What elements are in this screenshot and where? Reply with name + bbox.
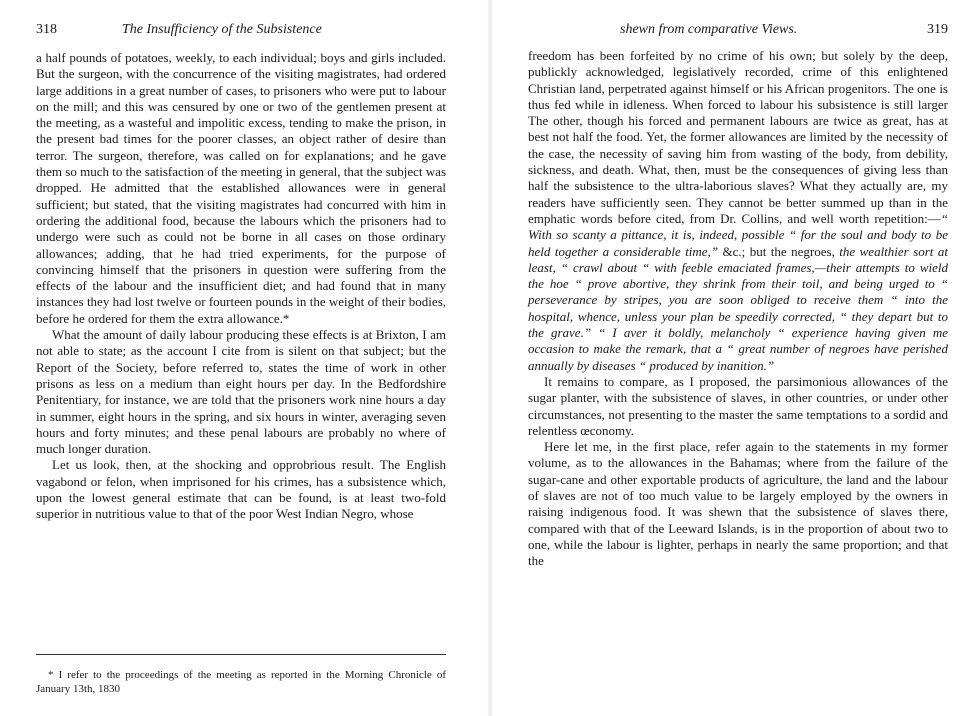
right-paragraph-3: Here let me, in the first place, refer again to the statements in my former volume, as to the allowances in the Bahamas; where from the failure of the sugar-cane and other exportable products of agriculture, the land and the labour of slaves are not of too much value to be largely employed by the owners in raising indigenous food. It was shewn that the subsistence of slaves there, compared with that of the Leeward Islands, is in the proportion of about two to one, while the labour is lighter, perhaps in nearly the same proportion; and that the <box>528 439 948 569</box>
right-paragraph-1 <box>528 48 948 374</box>
left-paragraph-2: What the amount of daily labour producing these effects is at Brixton, I am not able to state; as the account I cite from is silent on that subject; but the Report of the Society, before referred to, states the time of work in other prisons as less on a medium than eight hours per day. In the Bedfordshire Penitentiary, for instance, we are told that the prisoners work nine hours a day in summer, eight hours in the spring, and six hours in winter, averaging seven hours and forty minutes; and these penal labours are probably no where of much longer duration. <box>36 327 446 457</box>
left-running-head <box>36 20 446 40</box>
right-running-title: shewn from comparative Views. <box>620 22 798 37</box>
right-paragraph-1-text: freedom has been forfeited by no crime of his own; but solely by the deep, publickly acknowledged, legislatively recorded, crime of this enlightened Christian land, perpetrated against himself or his African progenitors. The one is thus fed while in idleness. When forced to labour his subsistence is still larger The other, though his forced and permanent labours are twice as great, has at best not half the food. Yet, the former allowances are limited by the necessity of the case, the necessity of saving him from wasting of the body, from debility, sickness, and death. What, then, must be the consequences of giving less than half the subsistence to the ultra-laborious slaves? What they actually are, my readers have sufficiently seen. They cannot be better summed up than in the emphatic words before cited, from Dr. Collins, and well worth repetition:— <box>528 48 948 226</box>
right-paragraph-2: It remains to compare, as I proposed, the parsimonious allowances of the sugar planter, with the subsistence of slaves, in other countries, or under other circumstances, not presenting to the master the same temptations to a sordid and relentless œconomy. <box>528 373 948 438</box>
footnote <box>36 668 446 696</box>
right-body-text <box>528 48 948 570</box>
collins-quote-part-2: the wealthier sort at least, “ crawl about “ with feeble emaciated frames,—their attempts to wield the hoe “ prove abortive, they shrink from their toil, and being urged to “ perseverance by stripes, you are soon obliged to receive them “ into the hospital, whence, unless your plan be speedily corrected, “ they depart but to the grave.” “ I aver it boldly, melancholy “ experience having given me occasion to make the remark, that a “ great number of negroes have perished annually by diseases “ produced by inanition.” <box>528 243 948 373</box>
footnote-text: * I refer to the proceedings of the meeting as reported in the Morning Chronicle of January 13th, 1830 <box>36 669 446 695</box>
left-page-number: 318 <box>36 22 57 37</box>
right-running-head <box>528 20 948 40</box>
footnote-rule <box>36 654 446 655</box>
left-paragraph-1: a half pounds of potatoes, weekly, to each individual; boys and girls included. But the surgeon, with the concurrence of the visiting magistrates, had ordered large additions in a great number of cases, to prisoners who were put to labour on the mill; and this was censured by one or two of the gentlemen present at the meeting, as a wasteful and impolitic excess, tending to make the prison, in the present bad times for the poorer classes, an object rather of desire than terror. The surgeon, therefore, was called on for explanations; and he gave them so much to the satisfaction of the meeting in general, that the subject was dropped. He admitted that the established allowances were in general sufficient; but stated, that the visiting magistrates had concurred with him in ordering the additional food, because the labours which the prisoners had to undergo were such as could not be borne in all cases on those ordinary allowances; adding, that he had tried experiments, for the purpose of convincing himself that the prisoners in question were suffering from the effects of the labour and the insufficient diet; and had found that in many instances they had lost twelve or fourteen pounds in the weight of their bodies, before he ordered for them the extra allowance.* <box>36 50 446 326</box>
left-body-text <box>36 50 446 523</box>
left-paragraph-3: Let us look, then, at the shocking and opprobrious result. The English vagabond or felon, when imprisoned for his crimes, has a subsistence which, upon the lowest general estimate that can be found, is at least two-fold superior in nutritious value to that of the poor West Indian Negro, whose <box>36 457 446 522</box>
collins-quote-part-1: “ With so scanty a pittance, it is, indeed, possible “ for the soul and body to be held together a considerable time,” <box>528 210 948 259</box>
collins-quote-interjection: &c.; but the negroes, <box>718 243 840 259</box>
left-running-title: The Insufficiency of the Subsistence <box>122 22 322 37</box>
right-page-number: 319 <box>927 22 948 37</box>
right-page <box>490 0 980 716</box>
